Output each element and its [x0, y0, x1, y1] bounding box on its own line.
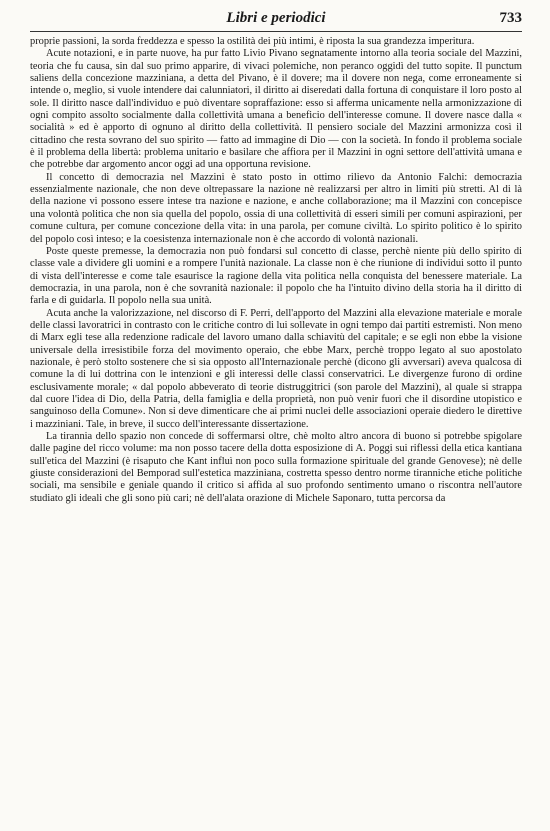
page-number: 733 — [499, 10, 522, 26]
paragraph-3: Il concetto di democrazia nel Mazzini è stato posto in ottimo rilievo da Antonio Falchi: democrazia essenzialmente nazionale, che non deve oltrepassare la nazione nè realizzarsi per altro in limiti più stretti. Al di là della nazione vi possono essere intese tra nazione e nazione, e anche collaborazione; ma il Mazzini con concepisce una volontà politica che non sia quella del popolo, ossia di una collettività di esseri simili per comuni aspirazioni, per comune cultura, per comune concezione della vita: in una parola, per comune civiltà. Lo spirito politico è lo spirito del popolo così inteso; e la coesistenza internazionale non è che accordo di volontà nazionali. — [30, 171, 522, 245]
article-body — [30, 36, 522, 505]
running-title: Libri e periodici — [226, 10, 326, 26]
paragraph-4: Poste queste premesse, la democrazia non può fondarsi sul concetto di classe, perchè niente più dello spirito di classe vale a dividere gli uomini e a rompere l'unità nazionale. La classe non è che riunione di individui sotto il punto di vista dell'interesse e come tale esaurisce la ragione della vita politica nella conquista del benessere materiale. La democrazia, in una parola, non è che sovranità nazionale: il popolo che ha l'intuito divino della storia ha il diritto di farla e di guidarla. Il popolo nella sua unità. — [30, 245, 522, 307]
page-header — [30, 6, 522, 30]
paragraph-1: proprie passioni, la sorda freddezza e spesso la ostilità dei più intimi, è riposta la sua grandezza imperitura. — [30, 36, 475, 47]
paragraph-2: Acute notazioni, e in parte nuove, ha pur fatto Livio Pivano segnatamente intorno alla teoria sociale del Mazzini, teoria che fu causa, sin dal suo primo apparire, di vivaci polemiche, non peranco oggidì del tutto sopite. Il punctum saliens della concezione mazziniana, a detta del Pivano, è il dovere; ma il dovere non nega, come erroneamente si intende o, meglio, si vuole intendere dai calunniatori, il diritto ai diseredati dalla fortuna di conquistare il loro posto al sole. Il diritto nasce dall'individuo e può diventare sopraffazione: esso si afferma unicamente nella armonizzazione di ogni compito assolto socialmente dalla collettività umana a beneficio dell'interesse comune. Il dovere nasce dalla « socialità » ed è apporto di ognuno al diritto della collettività. Il pensiero sociale del Mazzini armonizza così il cittadino che resta sovrano del suo spirito — fatto ad immagine di Dio — con la società. In fondo il problema sociale è il problema della libertà: problema unitario e basilare che affiora per il Mazzini in ogni settore dell'attività umana e che potrebbe dar argomento ancor oggi ad una opportuna revisione. — [30, 48, 522, 171]
paragraph-5: Acuta anche la valorizzazione, nel discorso di F. Perri, dell'apporto del Mazzini alla elevazione materiale e morale delle classi lavoratrici in contrasto con le critiche contro di lui sollevate in ogni tempo dai partiti estremisti. Non meno di Marx egli tese alla redenzione radicale del lavoro umano dalla schiavitù del capitale; e se egli non ebbe la visione universale della irresistibile forza del movimento operaio, che ebbe Marx, perchè troppo legato al suo apostolato nazionale, è però stolto sostenere che si sia opposto all'Internazionale perchè (dicono gli avversari) aveva qualcosa di comune la di lui dottrina con le intenzioni e gli interessi delle classi conservatrici. Le divergenze furono di ordine esclusivamente morale; « dal popolo abbeverato di teorie distruggitrici (son parole del Mazzini), al quale si strappa dal cuore l'idea di Dio, della Patria, della famiglia e della proprietà, non può venir fuori che il disordine utopistico e sanguinoso della Comune». Non si deve dimenticare che ai primi nuclei delle associazioni operaie diedero le direttive i mazziniani. Tale, in breve, il succo dell'interessante dissertazione. — [30, 307, 522, 430]
paragraph-6: La tirannia dello spazio non concede di soffermarsi oltre, chè molto altro ancora di buono si potrebbe spigolare dalle pagine del ricco volume: ma non posso tacere della dotta esposizione di A. Poggi sui riflessi della etica kantiana sull'etica del Mazzini (è risaputo che Kant influì non poco sulla formazione spirituale del grande Genovese); nè delle giuste considerazioni del Bemporad sull'estetica mazziniana, costretta spesso dentro norme tiranniche etiche politiche sociali, ma sensibile e geniale quando il critico si affida al suo profondo sentimento umano o riscontra nell'autore studiato gli ideali che gli sono più cari; nè dell'alata orazione di Michele Saponaro, tutta percorsa da — [30, 431, 522, 504]
header-rule — [30, 31, 522, 32]
